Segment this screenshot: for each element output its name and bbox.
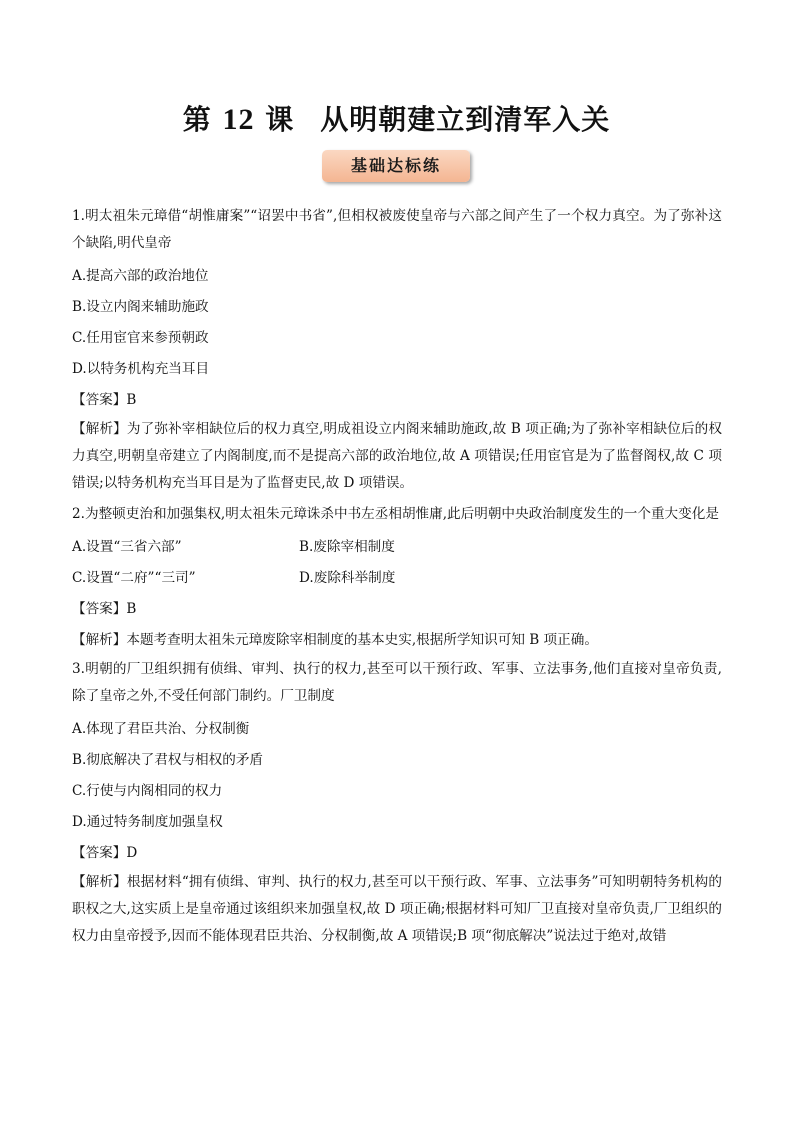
title-prefix: 第 [182,103,212,136]
question-3-option-c: C.行使与内阁相同的权力 [72,783,223,799]
question-1-answer: 【答案】B [72,392,137,408]
question-3-answer: 【答案】D [72,845,138,861]
question-1-option-d: D.以特务机构充当耳目 [72,361,210,377]
question-3-stem: 3.明朝的厂卫组织拥有侦缉、审判、执行的权力,甚至可以干预行政、军事、立法事务,他们直接对皇帝负责,除了皇帝之外,不受任何部门制约。厂卫制度 [72,661,722,704]
title-lesson-word: 课 [265,103,295,136]
question-2-stem: 2.为整顿吏治和加强集权,明太祖朱元璋诛杀中书左丞相胡惟庸,此后明朝中央政治制度发生的一个重大变化是 [72,506,719,522]
lesson-title: 从明朝建立到清军入关 [320,103,611,136]
question-1-option-c: C.任用宦官来参预朝政 [72,330,209,346]
question-3-option-b: B.彻底解决了君权与相权的矛盾 [72,752,264,768]
question-1-option-a: A.提高六部的政治地位 [72,268,209,284]
section-badge: 基础达标练 [322,150,470,182]
question-3-option-d: D.通过特务制度加强皇权 [72,814,223,830]
question-2-option-c: C.设置“二府”“三司” [72,570,196,586]
question-2-options-row-2 [72,563,722,594]
question-2-option-a: A.设置“三省六部” [72,539,182,555]
question-list [72,203,722,954]
question-3-option-a: A.体现了君臣共治、分权制衡 [72,721,250,737]
question-1-option-b: B.设立内阁来辅助施政 [72,299,209,315]
page-title [0,98,793,138]
question-2-options-row-1 [72,532,722,563]
question-1-analysis: 【解析】为了弥补宰相缺位后的权力真空,明成祖设立内阁来辅助施政,故 B 项正确;为了弥补宰相缺位后的权力真空,明朝皇帝建立了内阁制度,而不是提高六部的政治地位,故 A 项错误;任用宦官是为了监督阁权,故 C 项错误;以特务机构充当耳目是为了监督吏民,故 D 项错误。 [72,421,722,491]
question-3-analysis: 【解析】根据材料“拥有侦缉、审判、执行的权力,甚至可以干预行政、军事、立法事务”可知明朝特务机构的职权之大,这实质上是皇帝通过该组织来加强皇权,故 D 项正确;根据材料可知厂卫直接对皇帝负责,厂卫组织的权力由皇帝授予,因而不能体现君臣共治、分权制衡,故 A 项错误;B 项“彻底解决”说法过于绝对,故错 [72,874,722,944]
question-2-option-d: D.废除科举制度 [299,570,396,586]
question-2-answer: 【答案】B [72,601,137,617]
lesson-number: 12 [222,103,255,136]
question-2-option-b: B.废除宰相制度 [299,539,395,555]
question-1-stem: 1.明太祖朱元璋借“胡惟庸案”“诏罢中书省”,但相权被废使皇帝与六部之间产生了一个权力真空。为了弥补这个缺陷,明代皇帝 [72,208,722,251]
question-2-analysis: 【解析】本题考查明太祖朱元璋废除宰相制度的基本史实,根据所学知识可知 B 项正确。 [72,632,598,648]
